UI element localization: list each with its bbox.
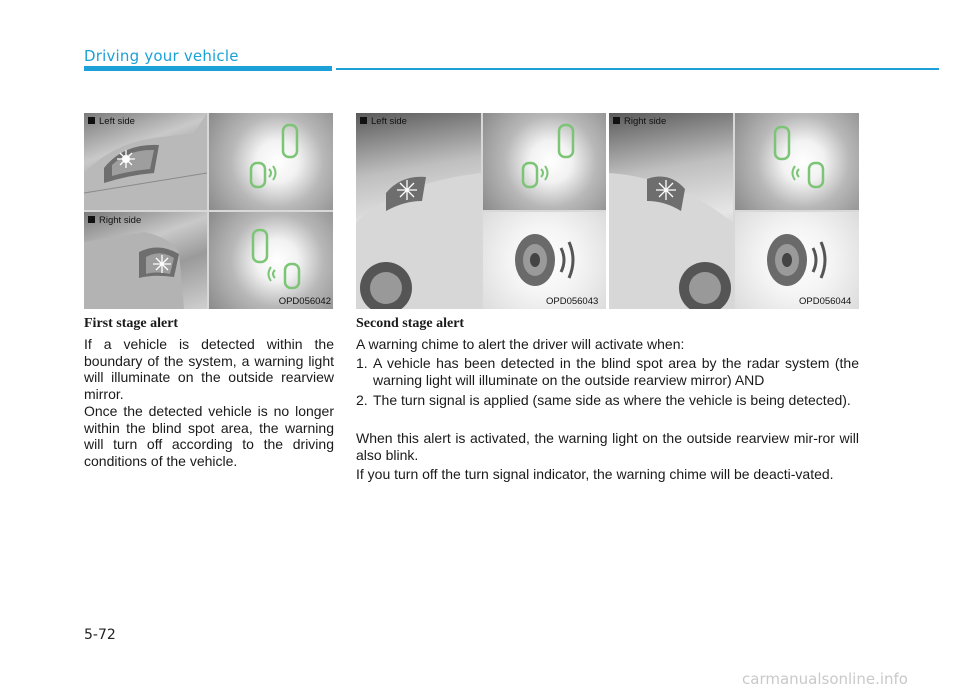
figure2-code: OPD056043 — [546, 296, 599, 307]
cars-diagram-right — [209, 212, 333, 309]
second-stage-intro: A warning chime to alert the driver will activate when: — [356, 336, 685, 352]
speaker-panel-left — [483, 212, 606, 309]
section-title: Driving your vehicle — [84, 47, 239, 65]
list-item-number: 2. — [356, 392, 368, 408]
burst-diagram-right — [209, 212, 333, 309]
cars-diagram-left — [209, 113, 333, 210]
figure1-right-label: Right side — [88, 215, 141, 226]
figure2-label: Left side — [360, 116, 407, 127]
speaker-panel-right — [735, 212, 859, 309]
first-stage-heading: First stage alert — [84, 316, 179, 331]
cars-diagram-second-left — [483, 113, 606, 210]
list-item-text: The turn signal is applied (same side as where the vehicle is being detected). — [373, 392, 851, 408]
figure-second-stage-right — [609, 113, 859, 309]
speaker-icon — [483, 212, 606, 309]
burst-diagram-left — [209, 113, 333, 210]
header-rule-thick — [84, 66, 332, 71]
speaker-icon — [735, 212, 859, 309]
cars-diagram-second-right — [735, 113, 859, 210]
figure-first-stage — [84, 113, 333, 309]
figure3-code: OPD056044 — [799, 296, 852, 307]
list-item — [356, 392, 859, 409]
mirror-left-illustration — [84, 113, 207, 210]
page-number: 5-72 — [84, 627, 116, 643]
header-rule-thin — [336, 68, 939, 70]
mirror-photo-left — [84, 113, 207, 210]
second-stage-paragraph-3: If you turn off the turn signal indicator, the warning chime will be deacti-vated. — [356, 466, 834, 482]
car-right-illustration — [609, 113, 733, 309]
list-item-text: A vehicle has been detected in the blind spot area by the radar system (the warning light will illuminate on the outside rearview mirror) AND — [373, 355, 859, 388]
first-stage-paragraph-2: Once the detected vehicle is no longer within the blind spot area, the warning will turn off according to the driving conditions of the vehicle. — [84, 403, 334, 469]
list-item — [356, 355, 859, 388]
burst-diagram-second-right — [735, 113, 859, 210]
second-stage-paragraph-2: When this alert is activated, the warning light on the outside rearview mir-ror will also blink. — [356, 430, 859, 463]
second-stage-heading: Second stage alert — [356, 316, 465, 331]
car-left-illustration — [356, 113, 481, 309]
mirror-right-illustration — [84, 212, 207, 309]
figure1-left-label: Left side — [88, 116, 135, 127]
burst-diagram-second-left — [483, 113, 606, 210]
list-item-number: 1. — [356, 355, 368, 371]
watermark: carmanualsonline.info — [742, 670, 908, 688]
figure1-code: OPD056042 — [278, 296, 331, 307]
car-photo-left — [356, 113, 481, 309]
figure-second-stage-left — [356, 113, 606, 309]
mirror-photo-right — [84, 212, 207, 309]
first-stage-paragraph-1: If a vehicle is detected within the boundary of the system, a warning light will illuminate on the outside rearview mirror. — [84, 336, 334, 402]
car-photo-right — [609, 113, 733, 309]
figure3-label: Right side — [613, 116, 666, 127]
